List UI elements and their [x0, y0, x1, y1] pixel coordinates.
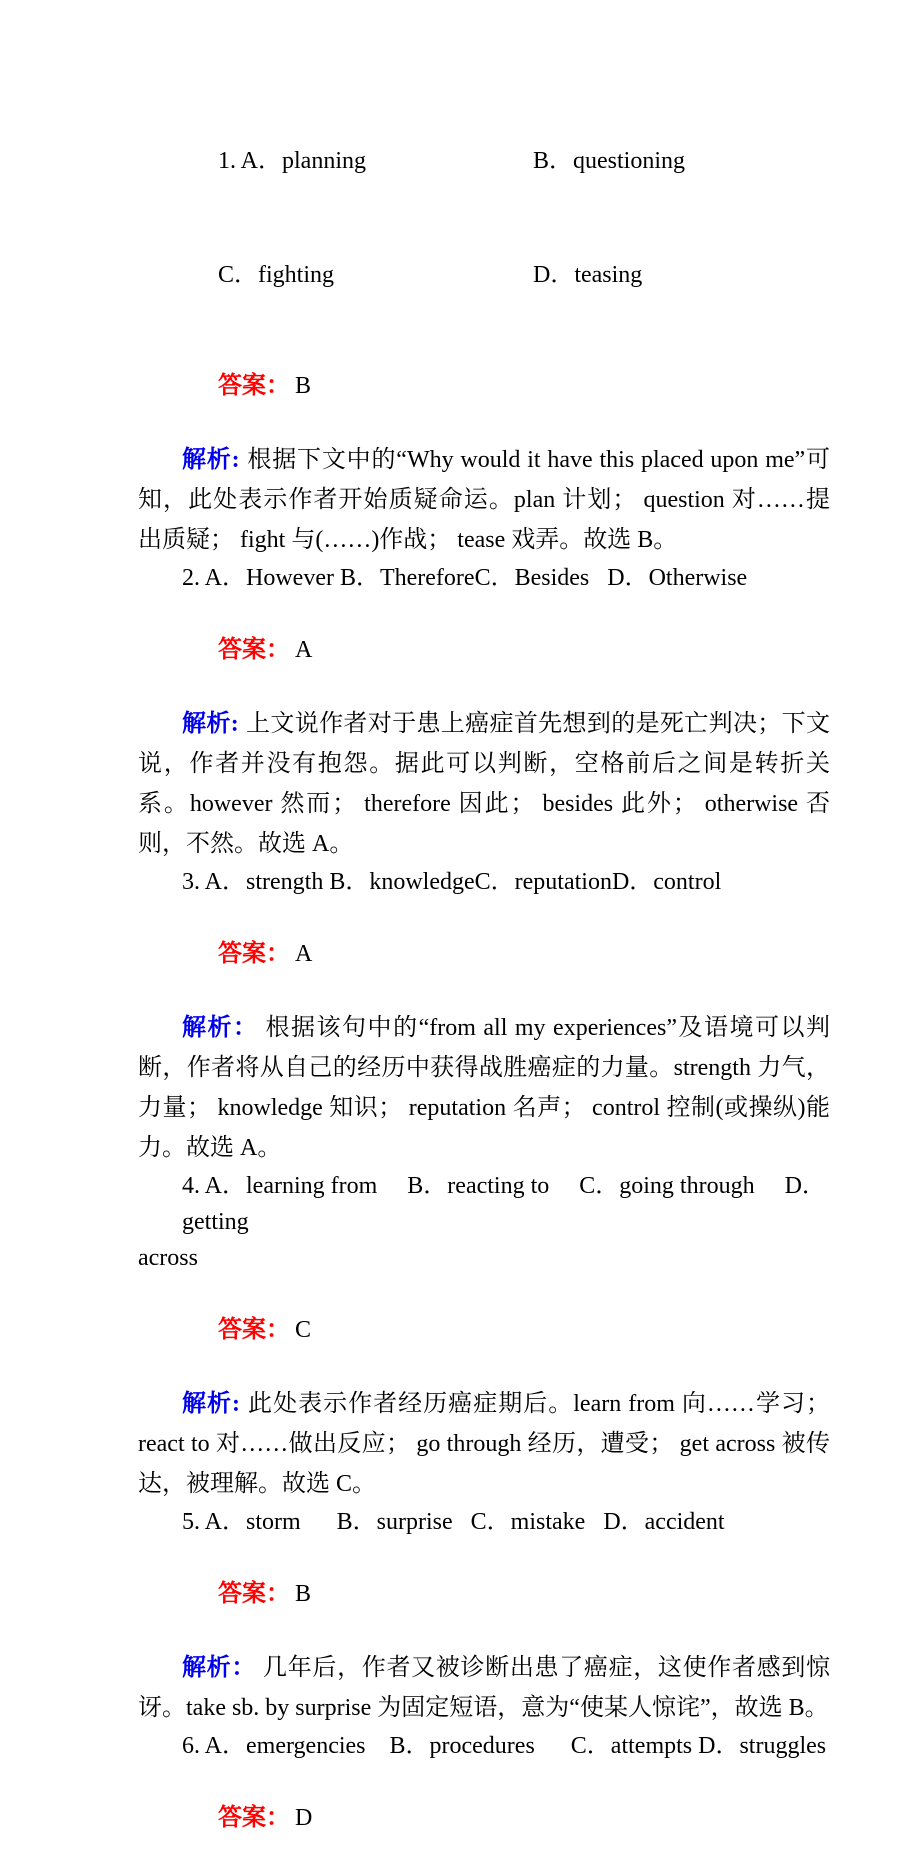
answer-value: A [295, 637, 313, 663]
question-block-4 [138, 1168, 830, 1504]
answer-label: 答案： [218, 373, 290, 399]
analysis-label: 解析： [182, 1655, 257, 1681]
analysis-text: 几年后，作者又被诊断出患了癌症，这使作者感到惊讶。take sb. by surprise 为固定短语，意为“使某人惊诧”，故选 B。 [138, 1655, 831, 1721]
option-row [138, 104, 830, 218]
option-line-continuation: across [138, 1245, 198, 1271]
answer-value: D [295, 1805, 313, 1831]
analysis-paragraph [138, 440, 830, 560]
answer-line [138, 1276, 830, 1384]
answer-value: A [295, 941, 313, 967]
option-line: 2. A．However B．ThereforeC．Besides D．Otherwise [182, 565, 748, 591]
answer-label: 答案： [218, 1805, 290, 1831]
analysis-label: 解析: [182, 711, 239, 737]
answer-label: 答案： [218, 941, 290, 967]
analysis-paragraph [138, 1008, 830, 1168]
answer-value: B [295, 373, 312, 399]
option-a: 1. A．planning [218, 148, 366, 174]
analysis-text: 上文说作者对于患上癌症首先想到的是死亡判决；下文说，作者并没有抱怨。据此可以判断，空格前后之间是转折关系。however 然而； therefore 因此； besides 此外； otherwise 否则，不然。故选 A。 [138, 711, 830, 857]
option-line: 5. A．storm B．surprise C．mistake D．accident [182, 1509, 725, 1535]
answer-line [138, 900, 830, 1008]
analysis-paragraph [138, 704, 830, 864]
question-block-2 [138, 560, 830, 864]
question-block-6 [138, 1728, 830, 1872]
question-block-1 [138, 104, 830, 560]
option-d: D．teasing [533, 262, 643, 288]
analysis-text: 根据下文中的“Why would it have this placed upon me”可知，此处表示作者开始质疑命运。plan 计划； question 对……提出质疑； fight 与(……)作战； tease 戏弄。故选 B。 [138, 447, 831, 553]
question-block-5 [138, 1504, 830, 1728]
option-line: 6. A．emergencies B．procedures C．attempts D．struggles [182, 1733, 827, 1759]
option-row [138, 218, 830, 332]
answer-line [138, 332, 830, 440]
analysis-paragraph [138, 1648, 830, 1728]
answer-value: B [295, 1581, 312, 1607]
answer-label: 答案： [218, 1317, 290, 1343]
question-block-3 [138, 864, 830, 1168]
answer-value: C [295, 1317, 312, 1343]
analysis-text: 根据该句中的“from all my experiences”及语境可以判断，作者将从自己的经历中获得战胜癌症的力量。strength 力气，力量； knowledge 知识； reputation 名声； control 控制(或操纵)能力。故选 A。 [138, 1015, 831, 1161]
analysis-text: 此处表示作者经历癌症期后。learn from 向……学习； react to 对……做出反应； go through 经历，遭受； get across 被传达，被理解。故选 C。 [138, 1391, 830, 1497]
analysis-label: 解析: [182, 447, 240, 473]
answer-line [138, 1540, 830, 1648]
answer-line [138, 596, 830, 704]
analysis-label: 解析： [182, 1015, 259, 1041]
answer-line [138, 1764, 830, 1872]
answer-label: 答案： [218, 1581, 290, 1607]
analysis-label: 解析: [182, 1391, 241, 1417]
analysis-paragraph [138, 1384, 830, 1504]
option-line: 3. A．strength B．knowledgeC．reputationD．control [182, 869, 722, 895]
option-b: B．questioning [533, 148, 686, 174]
option-line: 4. A．learning from B．reacting to C．going through D．getting [182, 1173, 826, 1235]
option-c: C．fighting [218, 262, 335, 288]
answer-label: 答案： [218, 637, 290, 663]
